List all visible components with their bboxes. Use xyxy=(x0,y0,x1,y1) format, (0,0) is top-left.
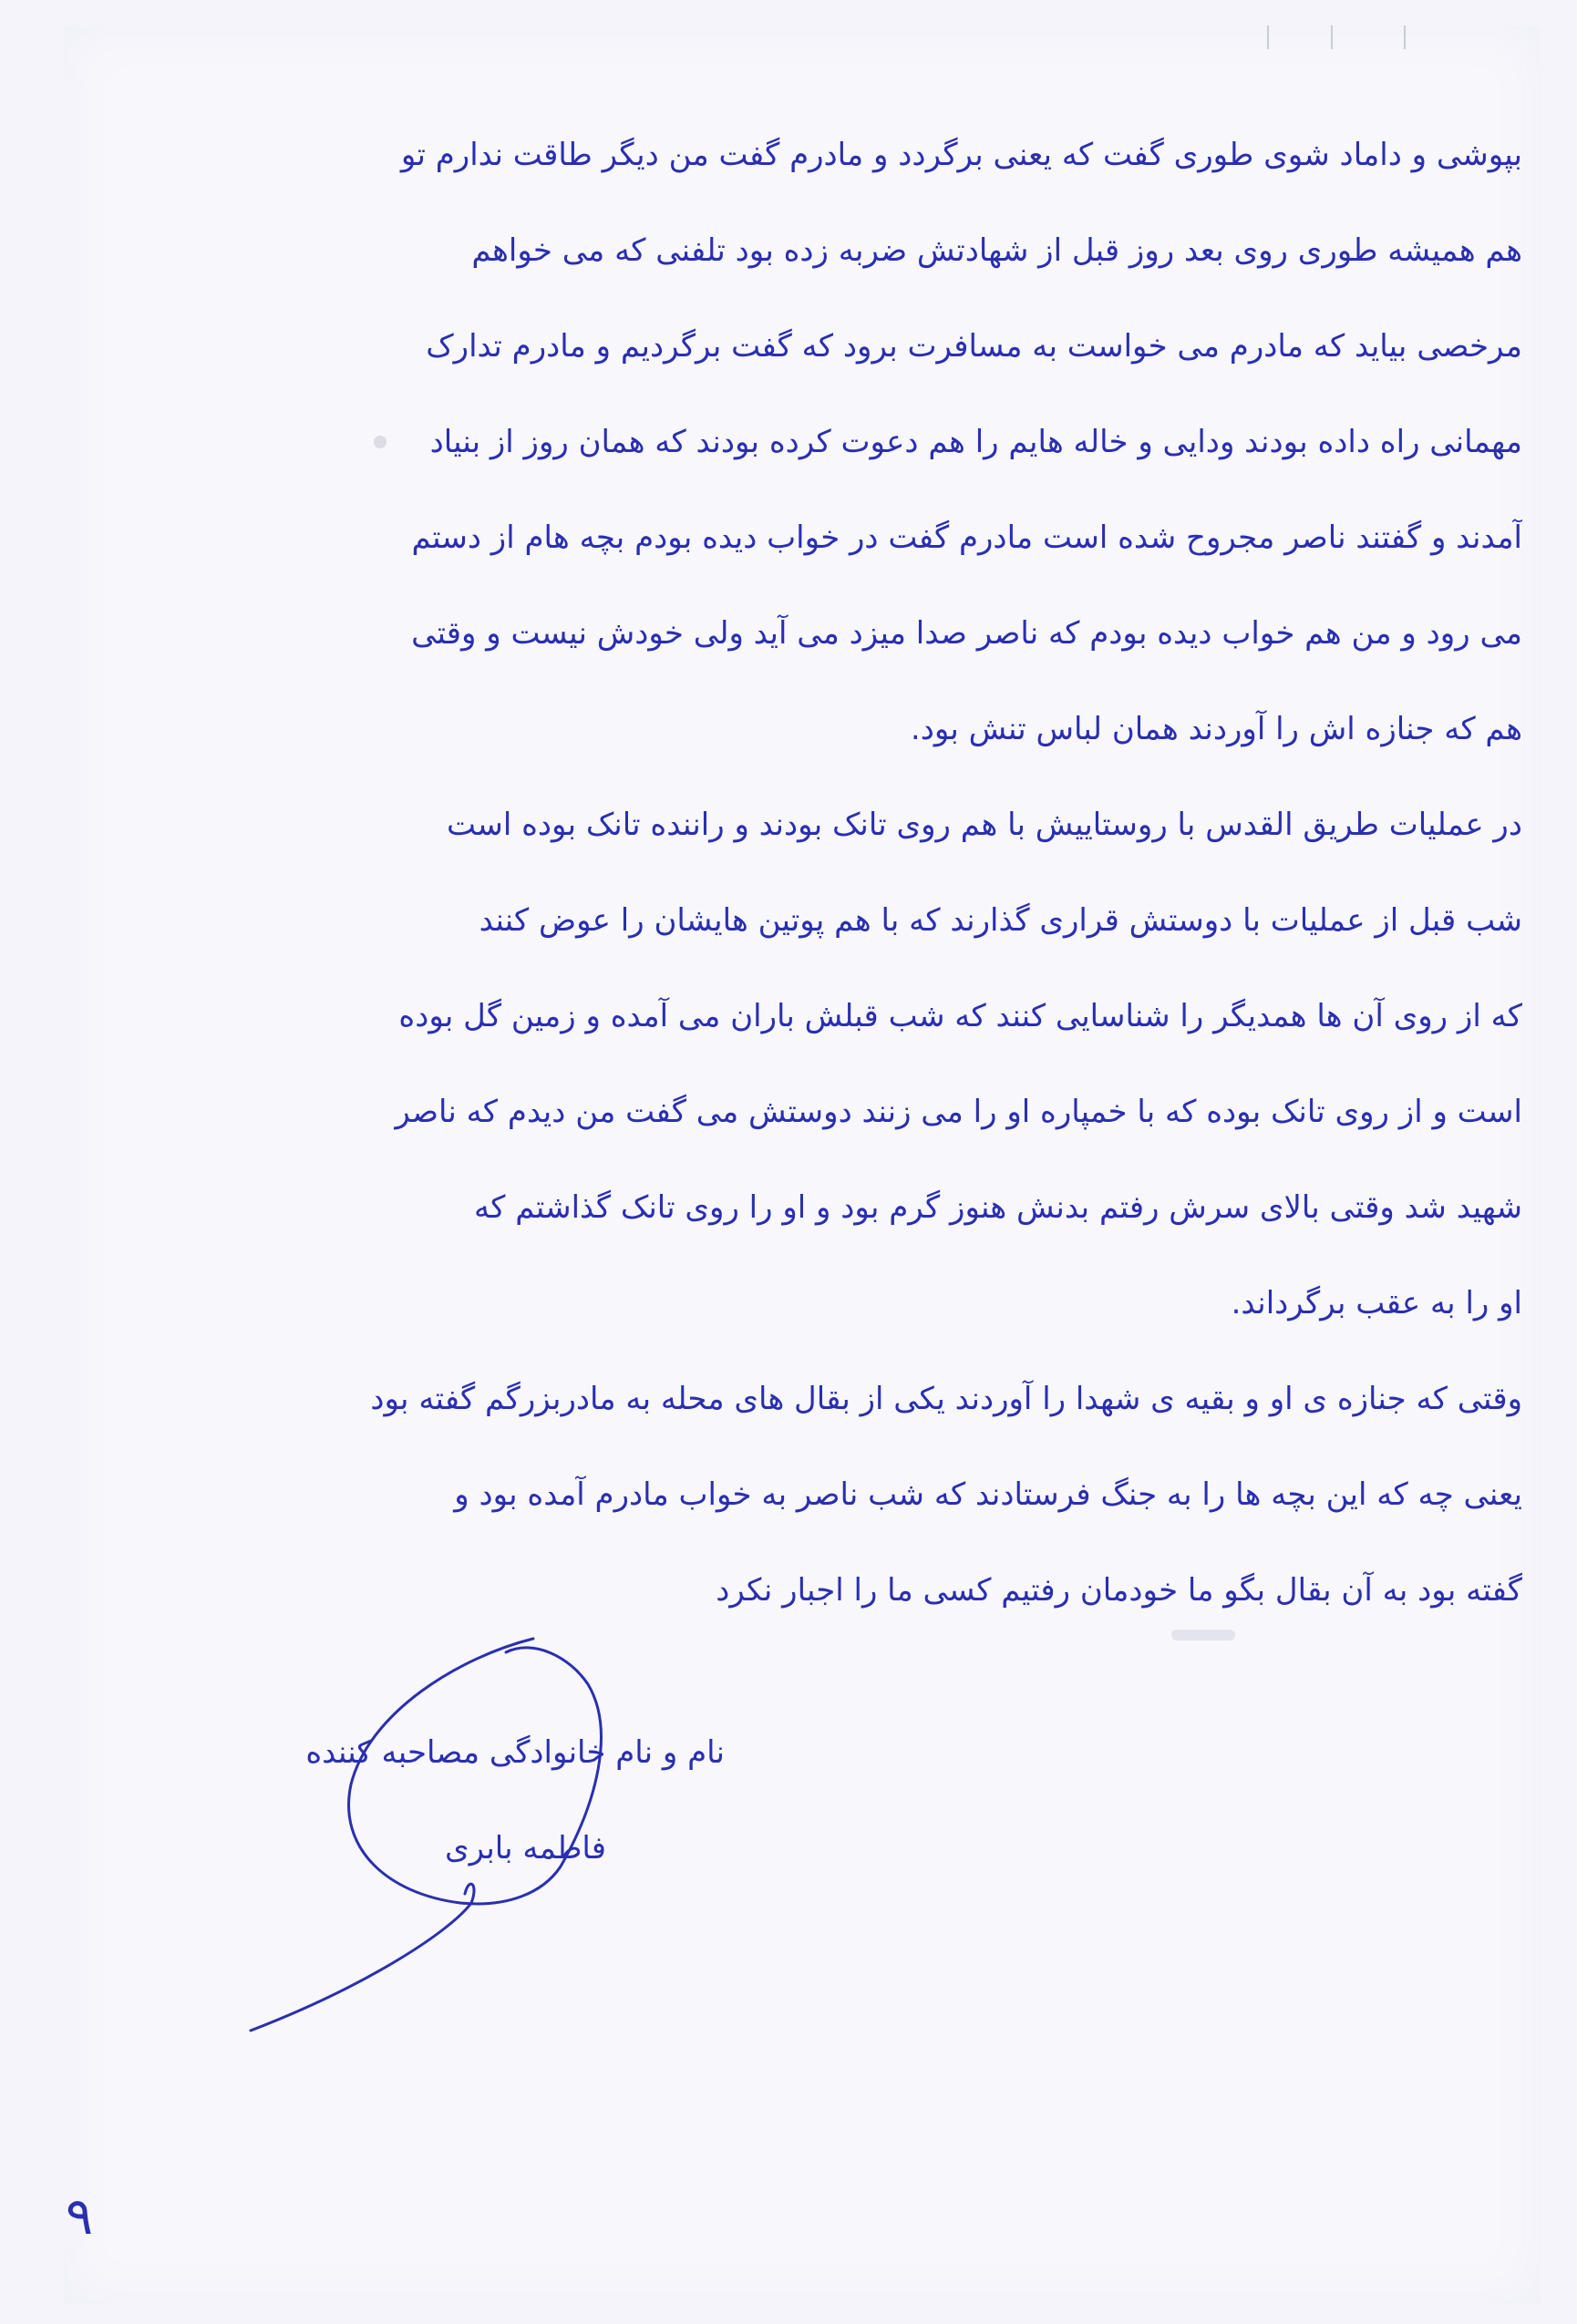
text-line: بپوشی و داماد شوی طوری گفت که یعنی برگردد و مادرم گفت من دیگر طاقت ندارم تو xyxy=(400,137,1522,173)
text-line: که از روی آن ها همدیگر را شناسایی کنند که شب قبلش باران می آمده و زمین گل بوده xyxy=(398,998,1522,1034)
document-page xyxy=(64,26,1541,2304)
signature-block xyxy=(232,1620,743,2040)
text-line: او را به عقب برگرداند. xyxy=(1231,1285,1522,1321)
text-line: گفته بود به آن بقال بگو ما خودمان رفتیم کسی ما را اجبار نکرد xyxy=(716,1572,1522,1609)
page-number: ۹ xyxy=(66,2187,94,2247)
signature-name: فاطمه بابری xyxy=(444,1830,606,1866)
paper-edge-marks xyxy=(1267,26,1449,53)
text-line: شب قبل از عملیات با دوستش قراری گذارند که با هم پوتین هایشان را عوض کنند xyxy=(479,902,1522,939)
text-line: مرخصی بیاید که مادرم می خواست به مسافرت برود که گفت برگردیم و مادرم تدارک xyxy=(426,328,1522,365)
text-line: شهید شد وقتی بالای سرش رفتم بدنش هنوز گرم بود و او را روی تانک گذاشتم که xyxy=(474,1189,1522,1226)
signature-label: نام و نام خانوادگی مصاحبه کننده xyxy=(305,1734,725,1771)
text-line: در عملیات طریق القدس با روستاییش با هم روی تانک بودند و راننده تانک بوده است xyxy=(446,807,1522,843)
text-line: آمدند و گفتند ناصر مجروح شده است مادرم گفت در خواب دیده بودم بچه هام از دستم xyxy=(411,519,1522,556)
handwritten-body xyxy=(164,108,1522,1639)
text-line: است و از روی تانک بوده که با خمپاره او را می زنند دوستش می گفت من دیدم که ناصر xyxy=(395,1094,1522,1130)
text-line: هم که جنازه اش را آوردند همان لباس تنش بود. xyxy=(910,711,1522,747)
text-line: می رود و من هم خواب دیده بودم که ناصر صدا میزد می آید ولی خودش نیست و وقتی xyxy=(411,615,1522,652)
text-line: مهمانی راه داده بودند ودایی و خاله هایم را هم دعوت کرده بودند که همان روز از بنیاد xyxy=(429,424,1522,460)
text-line: هم همیشه طوری روی بعد روز قبل از شهادتش ضربه زده بود تلفنی که می خواهم xyxy=(471,232,1522,269)
text-line: وقتی که جنازه ی او و بقیه ی شهدا را آوردند یکی از بقال های محله به مادربزرگم گفته بود xyxy=(370,1381,1522,1417)
text-line: یعنی چه که این بچه ها را به جنگ فرستادند که شب ناصر به خواب مادرم آمده بود و xyxy=(454,1476,1522,1513)
